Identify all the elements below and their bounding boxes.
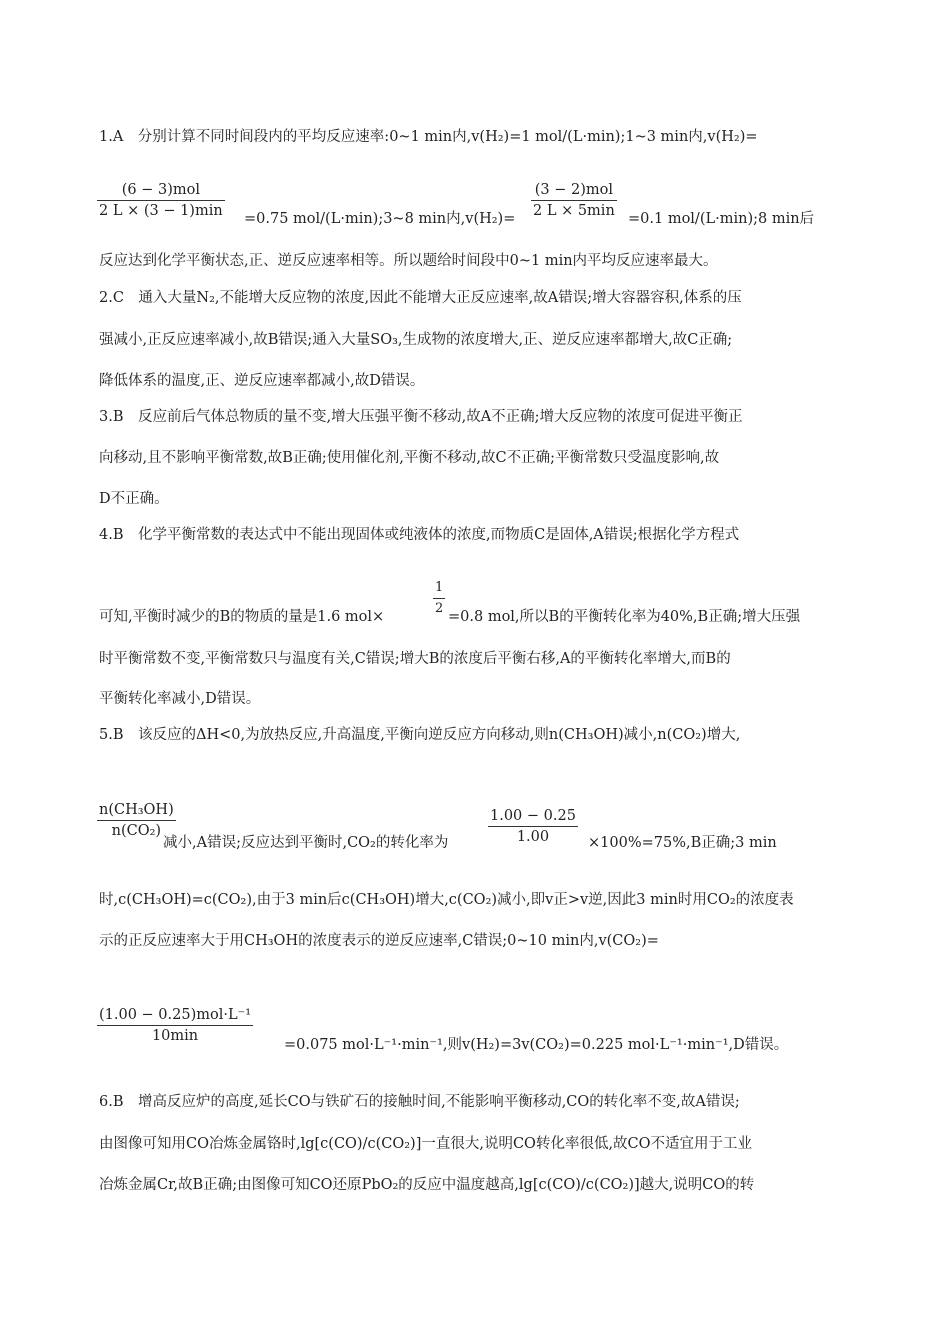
q5-line-3: 时,c(CH₃OH)=c(CO₂),由于3 min后c(CH₃OH)增大,c(CO₂)减小,即v正>v逆,因此3 min时用CO₂的浓度表 <box>99 892 794 908</box>
q5-line-2-end: ×100%=75%,B正确;3 min <box>588 835 777 851</box>
q6-line-3: 冶炼金属Cr,故B正确;由图像可知CO还原PbO₂的反应中温度越高,lg[c(CO)/c(CO₂)]越大,说明CO的转 <box>99 1177 755 1193</box>
q5-fraction-ratio-numerator: n(CH₃OH) <box>99 802 174 818</box>
q5-fraction-conversion-denominator: 1.00 <box>488 826 578 847</box>
q4-fraction-half <box>433 578 445 619</box>
q6-line-2: 由图像可知用CO冶炼金属铬时,lg[c(CO)/c(CO₂)]一直很大,说明CO转化率很低,故CO不适宜用于工业 <box>99 1136 753 1152</box>
q1-line-2-middle: =0.75 mol/(L·min);3~8 min内,v(H₂)= <box>244 211 516 227</box>
q1-fraction-2 <box>531 180 617 221</box>
q5-fraction-rate <box>97 1005 253 1046</box>
q5-fraction-ratio-denominator: n(CO₂) <box>97 820 176 841</box>
q5-fraction-conversion-numerator: 1.00 − 0.25 <box>490 808 576 824</box>
q1-line-2-end: =0.1 mol/(L·min);8 min后 <box>628 211 815 227</box>
q4-line-3: 时平衡常数不变,平衡常数只与温度有关,C错误;增大B的浓度后平衡右移,A的平衡转化率增大,而B的 <box>99 651 731 667</box>
q5-line-4: 示的正反应速率大于用CH₃OH的浓度表示的逆反应速率,C错误;0~10 min内,v(CO₂)= <box>99 933 659 949</box>
q1-fraction-1-denominator: 2 L × (3 − 1)min <box>97 200 225 221</box>
q3-line-3: D不正确。 <box>99 491 169 507</box>
q4-line-2-start: 可知,平衡时减少的B的物质的量是1.6 mol× <box>99 609 385 625</box>
q1-fraction-1 <box>97 180 225 221</box>
q4-line-1: 4.B 化学平衡常数的表达式中不能出现固体或纯液体的浓度,而物质C是固体,A错误;根据化学方程式 <box>99 527 740 543</box>
q3-line-2: 向移动,且不影响平衡常数,故B正确;使用催化剂,平衡不移动,故C不正确;平衡常数只受温度影响,故 <box>99 450 720 466</box>
q4-fraction-denominator: 2 <box>433 598 445 619</box>
q5-line-5: =0.075 mol·L⁻¹·min⁻¹,则v(H₂)=3v(CO₂)=0.225 mol·L⁻¹·min⁻¹,D错误。 <box>284 1037 789 1053</box>
q4-line-4: 平衡转化率减小,D错误。 <box>99 691 261 707</box>
q1-line-1: 1.A 分别计算不同时间段内的平均反应速率:0~1 min内,v(H₂)=1 mol/(L·min);1~3 min内,v(H₂)= <box>99 129 758 145</box>
q5-fraction-rate-numerator: (1.00 − 0.25)mol·L⁻¹ <box>99 1007 252 1023</box>
q3-line-1: 3.B 反应前后气体总物质的量不变,增大压强平衡不移动,故A不正确;增大反应物的浓度可促进平衡正 <box>99 409 743 425</box>
q5-line-1: 5.B 该反应的ΔH<0,为放热反应,升高温度,平衡向逆反应方向移动,则n(CH₃OH)减小,n(CO₂)增大, <box>99 727 741 743</box>
q1-fraction-2-denominator: 2 L × 5min <box>531 200 617 221</box>
q6-line-1: 6.B 增高反应炉的高度,延长CO与铁矿石的接触时间,不能影响平衡移动,CO的转化率不变,故A错误; <box>99 1094 740 1110</box>
q4-line-2-end: =0.8 mol,所以B的平衡转化率为40%,B正确;增大压强 <box>448 609 801 625</box>
q1-fraction-1-numerator: (6 − 3)mol <box>121 182 200 198</box>
q5-fraction-rate-denominator: 10min <box>97 1025 253 1046</box>
q2-line-1: 2.C 通入大量N₂,不能增大反应物的浓度,因此不能增大正反应速率,故A错误;增大容器容积,体系的压 <box>99 290 742 306</box>
q5-fraction-conversion <box>488 806 578 847</box>
q2-line-3: 降低体系的温度,正、逆反应速率都减小,故D错误。 <box>99 373 425 389</box>
q1-fraction-2-numerator: (3 − 2)mol <box>534 182 614 198</box>
q5-line-2-middle: 减小,A错误;反应达到平衡时,CO₂的转化率为 <box>163 835 449 851</box>
q1-line-3: 反应达到化学平衡状态,正、逆反应速率相等。所以题给时间段中0~1 min内平均反应速率最大。 <box>99 253 718 269</box>
q4-fraction-numerator: 1 <box>435 580 444 595</box>
q2-line-2: 强减小,正反应速率减小,故B错误;通入大量SO₃,生成物的浓度增大,正、逆反应速率都增大,故C正确; <box>99 332 733 348</box>
